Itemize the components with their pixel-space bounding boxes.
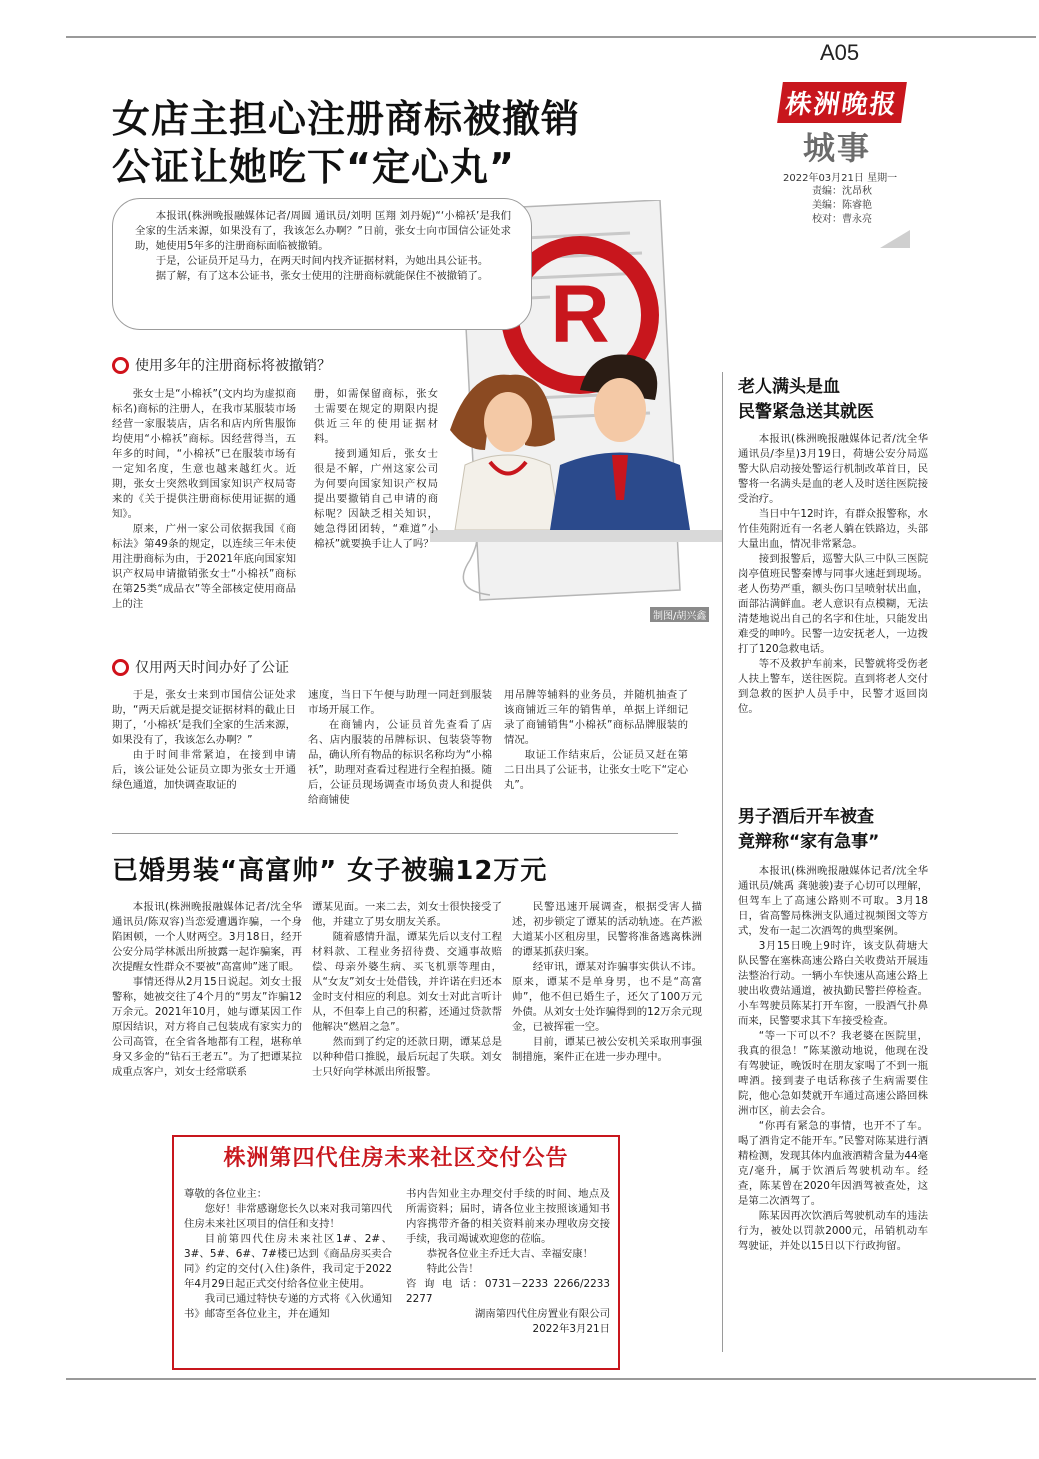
article1-column-4 bbox=[308, 688, 492, 808]
lead-paragraph: 据了解，有了这本公证书，张女士使用的注册商标就能保住不被撤销了。 bbox=[155, 270, 489, 282]
notice-greeting: 尊敬的各位业主： bbox=[184, 1188, 268, 1200]
lead-paragraph: 本报讯(株洲晚报融媒体记者/周圆 通讯员/刘明 匡翔 刘丹妮)“‘小棉袄’是我们全家的生活来源，如果没有了，我该怎么办啊？”日前，张女士向市国信公证处求助，她使用5年多的注册商标面临被撤销。 bbox=[135, 210, 511, 252]
desk bbox=[430, 530, 722, 542]
body-paragraph: 民警迅速开展调查，根据受害人描述，初步锁定了谭某的活动轨迹。在芦淞大道某小区租房里，民警将准备逃离株洲的谭某抓获归案。 bbox=[512, 901, 702, 958]
article2-column-2 bbox=[312, 900, 502, 1080]
article3-title-line2: 民警紧急送其就医 bbox=[738, 402, 874, 422]
notice-paragraph: 我司已通过特快专递的方式将《入伙通知书》邮寄至各位业主，并在通知 bbox=[184, 1293, 392, 1320]
body-paragraph: 谭某见面。一来二去，刘女士很快接受了他，并建立了男女朋友关系。 bbox=[312, 901, 502, 928]
notice-paragraph: 您好！非常感谢您长久以来对我司第四代住房未来社区项目的信任和支持！ bbox=[184, 1203, 392, 1230]
body-paragraph: 本报讯(株洲晚报融媒体记者/沈全华 通讯员/李星)3月19日，荷塘公安分局巡警大队启动接处警运行机制改革首日，民警将一名满头是血的老人及时送往医院接受治疗。 bbox=[738, 433, 928, 505]
notice-right-column bbox=[406, 1187, 610, 1337]
editor-credit: 责编：沈昂秋 bbox=[812, 186, 872, 197]
body-paragraph: 于是，张女士来到市国信公证处求助，“两天后就是提交证据材料的截止日期了，‘小棉袄’是我们全家的生活来源，如果没有了，我该怎么办啊？” bbox=[112, 689, 296, 746]
masthead-logo: 株洲晚报 bbox=[777, 82, 907, 123]
proofreader-credit: 校对：曹永亮 bbox=[812, 214, 872, 225]
article4-title-line2: 竟辩称“家有急事” bbox=[738, 832, 880, 852]
article4-title-line1: 男子酒后开车被查 bbox=[738, 807, 874, 827]
body-paragraph: 用吊牌等辅料的业务员，并随机抽查了该商铺近三年的销售单，单据上详细记录了商铺销售“小棉袄”商标品牌服装的情况。 bbox=[504, 689, 688, 746]
body-paragraph: “你再有紧急的事情，也开不了车。喝了酒肯定不能开车。”民警对陈某进行酒精检测，发现其体内血液酒精含量为44毫克/毫升，属于饮酒后驾驶机动车。经查，陈某曾在2020年因酒驾被查处，这是第二次酒驾了。 bbox=[738, 1120, 928, 1207]
body-paragraph: “等一下可以不？我老婆在医院里，我真的很急！”陈某激动地说，他现在没有驾驶证，晚饭时在朋友家喝了不到一瓶啤酒。接到妻子电话称孩子生病需要住院，他心急如焚就开车通过高速公路回株洲市区，前去会合。 bbox=[738, 1030, 928, 1117]
article1-column-1 bbox=[112, 387, 296, 612]
bullet-circle-icon bbox=[112, 659, 129, 676]
page-number: A05 bbox=[820, 40, 860, 65]
article-separator bbox=[112, 833, 678, 834]
body-paragraph: 取证工作结束后，公证员又赶在第二日出具了公证书，让张女士吃下“定心丸”。 bbox=[504, 749, 688, 791]
body-paragraph: 等不及救护车前来，民警就将受伤老人扶上警车，送往医院。直到将老人交付到急救的医护人员手中，民警才返回岗位。 bbox=[738, 658, 928, 715]
body-paragraph: 由于时间非常紧迫，在接到申请后，该公证处公证员立即为张女士开通绿色通道，加快调查取证的 bbox=[112, 749, 296, 791]
article4-body bbox=[738, 864, 928, 1254]
body-paragraph: 原来，广州一家公司依据我国《商标法》第49条的规定，以连续三年未使用注册商标为由，于2021年底向国家知识产权局申请撤销张女士“小棉袄”商标在第25类“成品衣”等全部核定使用商品上的注 bbox=[112, 523, 296, 610]
article3-title-line1: 老人满头是血 bbox=[738, 377, 840, 397]
body-paragraph: 本报讯(株洲晚报融媒体记者/沈全华 通讯员/姚禹 龚驰骏)妻子心切可以理解，但驾车上了高速公路则不可取。3月18日，省高警局株洲支队通过视频图文等方式，发布一起二次酒驾的典型案例。 bbox=[738, 865, 928, 937]
body-paragraph: 张女士是“小棉袄”(文内均为虚拟商标名)商标的注册人，在我市某服装市场经营一家服装店，店名和店内所售服饰均使用“小棉袄”商标。因经营得当，五年多的时间，“小棉袄”已在服装市场有一定知名度，生意也越来越红火。近期，张女士突然收到国家知识产权局寄来的《关于提供注册商标使用证据的通知》。 bbox=[112, 388, 296, 520]
body-paragraph: 然而到了约定的还款日期，谭某总是以种种借口推脱，最后玩起了失联。刘女士只好向学林派出所报警。 bbox=[312, 1036, 502, 1078]
notice-paragraph: 目前第四代住房未来社区1#、2#、3#、5#、6#、7#楼已达到《商品房买卖合同》约定的交付(入住)条件，我司定于2022年4月29日起正式交付给各位业主使用。 bbox=[184, 1233, 392, 1290]
body-paragraph: 在商铺内，公证员首先查看了店名、店内服装的吊牌标识、包装袋等物品，确认所有物品的标识名称均为“小棉袄”，助理对查看过程进行全程拍摄。随后，公证员现场调查市场负责人和提供给商铺使 bbox=[308, 719, 492, 806]
notice-paragraph: 书内告知业主办理交付手续的时间、地点及所需资料；届时，请各位业主按照该通知书内容携带齐备的相关资料前来办理收房交接手续，我司竭诚欢迎您的莅临。 bbox=[406, 1188, 610, 1245]
body-paragraph: 目前，谭某已被公安机关采取刑事强制措施，案件正在进一步办理中。 bbox=[512, 1036, 702, 1063]
body-paragraph: 速度，当日下午便与助理一同赶到服装市场开展工作。 bbox=[308, 689, 492, 716]
notice-paragraph: 恭祝各位业主乔迁大吉、幸福安康！ bbox=[426, 1248, 594, 1260]
notice-date: 2022年3月21日 bbox=[532, 1323, 610, 1335]
body-paragraph: 接到通知后，张女士很是不解，广州这家公司为何要向国家知识产权局提出要撤销自己申请的商标呢？因缺乏相关知识，她急得团团转，“难道”小棉袄”就要换手让人了吗？ bbox=[314, 448, 438, 550]
section-name: 城事 bbox=[803, 129, 872, 167]
body-paragraph: 当日中午12时许，有群众报警称，水竹佳苑附近有一名老人躺在铁路边，头部大量出血，情况非常紧急。 bbox=[738, 508, 928, 550]
body-paragraph: 册，如需保留商标，张女士需要在规定的期限内提供近三年的使用证据材料。 bbox=[314, 388, 438, 445]
notice-phone: 咨 询 电 话：0731－2233 2266/2233 2277 bbox=[406, 1278, 610, 1305]
bottom-rule bbox=[66, 1378, 1036, 1380]
body-paragraph: 本报讯(株洲晚报融媒体记者/沈全华 通讯员/陈双容)当恋爱遭遇诈骗，一个身陷困顿，一个人财两空。3月18日，经开公安分局学林派出所披露一起诈骗案，再次提醒女性群众不要被“高富帅”迷了眼。 bbox=[112, 901, 302, 973]
lead-paragraph: 于是，公证员开足马力，在两天时间内找齐证据材料，为她出具公证书。 bbox=[155, 255, 489, 267]
article1-title-line1: 女店主担心注册商标被撤销 bbox=[112, 97, 581, 141]
notice-left-column bbox=[184, 1187, 392, 1322]
body-paragraph: 3月15日晚上9时许，该支队荷塘大队民警在塞株高速公路白关收费站开展违法整治行动。一辆小车快速从高速公路上驶出收费站通道，被执勤民警拦停检查。小车驾驶员陈某打开车窗，一股酒气扑鼻而来，民警要求其下车接受检查。 bbox=[738, 940, 928, 1027]
top-rule bbox=[66, 36, 1036, 38]
body-paragraph: 接到报警后，巡警大队三中队三医院岗亭值班民警秦博与同事火速赶到现场。老人伤势严重，额头伤口呈喷射状出血，面部沾满鲜血。老人意识有点模糊，无法清楚地说出自己的名字和住址，只能发出难受的呻吟。民警一边安抚老人，一边拨打了120急救电话。 bbox=[738, 553, 928, 655]
bullet-circle-icon bbox=[112, 357, 129, 374]
body-paragraph: 经审讯，谭某对诈骗事实供认不讳。原来，谭某不是单身男，也不是“高富帅”，他不但已婚生子，还欠了100万元外债。从刘女士处诈骗得到的12万余元现金，已被挥霍一空。 bbox=[512, 961, 702, 1033]
notice-paragraph: 特此公告！ bbox=[426, 1263, 479, 1275]
notice-title: 株洲第四代住房未来社区交付公告 bbox=[223, 1146, 569, 1171]
article3-body bbox=[738, 432, 928, 717]
article1-column-5 bbox=[504, 688, 688, 793]
article2-column-3 bbox=[512, 900, 702, 1065]
issue-date: 2022年03月21日 星期一 bbox=[783, 173, 898, 184]
article1-column-2 bbox=[314, 387, 438, 552]
art-editor-credit: 美编：陈睿艳 bbox=[812, 200, 872, 211]
article1-subheading-1: 使用多年的注册商标将被撤销？ bbox=[112, 355, 331, 375]
masthead-corner bbox=[880, 230, 910, 248]
article1-title-line2: 公证让她吃下“定心丸” bbox=[112, 145, 515, 189]
notice-company: 湖南第四代住房置业有限公司 bbox=[474, 1308, 610, 1320]
body-paragraph: 事情还得从2月15日说起。刘女士报警称，她被交往了4个月的“男友”诈骗12万余元。2021年10月，她与谭某因工作原因结识，对方将自己包装成有家实力的公司高管，在全省各地都有工程，堪称单身又多金的“钻石王老五”。为了把谭某拉成重点客户，刘女士经常联系 bbox=[112, 976, 302, 1078]
lead-bubble bbox=[112, 198, 532, 330]
article2-title: 已婚男装“高富帅” 女子被骗12万元 bbox=[112, 856, 548, 886]
article2-column-1 bbox=[112, 900, 302, 1080]
svg-text:R: R bbox=[550, 269, 610, 360]
notice-box bbox=[172, 1135, 620, 1370]
body-paragraph: 随着感情升温，谭某先后以支付工程材料款、工程业务招待费、交通事故赔偿、母亲外婆生病、买飞机票等理由，从“女友”刘女士处借钱，并许诺在归还本金时支付相应的利息。刘女士对此言听计从，不但奉上自己的积蓄，还通过贷款帮他解决“燃眉之急”。 bbox=[312, 931, 502, 1033]
article1-subheading-2: 仅用两天时间办好了公证 bbox=[112, 657, 289, 677]
image-credit: 制图/胡兴鑫 bbox=[650, 607, 709, 622]
body-paragraph: 陈某因再次饮酒后驾驶机动车的违法行为，被处以罚款2000元，吊销机动车驾驶证，并处以15日以下行政拘留。 bbox=[738, 1210, 928, 1252]
column-divider bbox=[722, 372, 723, 1352]
article1-column-3 bbox=[112, 688, 296, 793]
